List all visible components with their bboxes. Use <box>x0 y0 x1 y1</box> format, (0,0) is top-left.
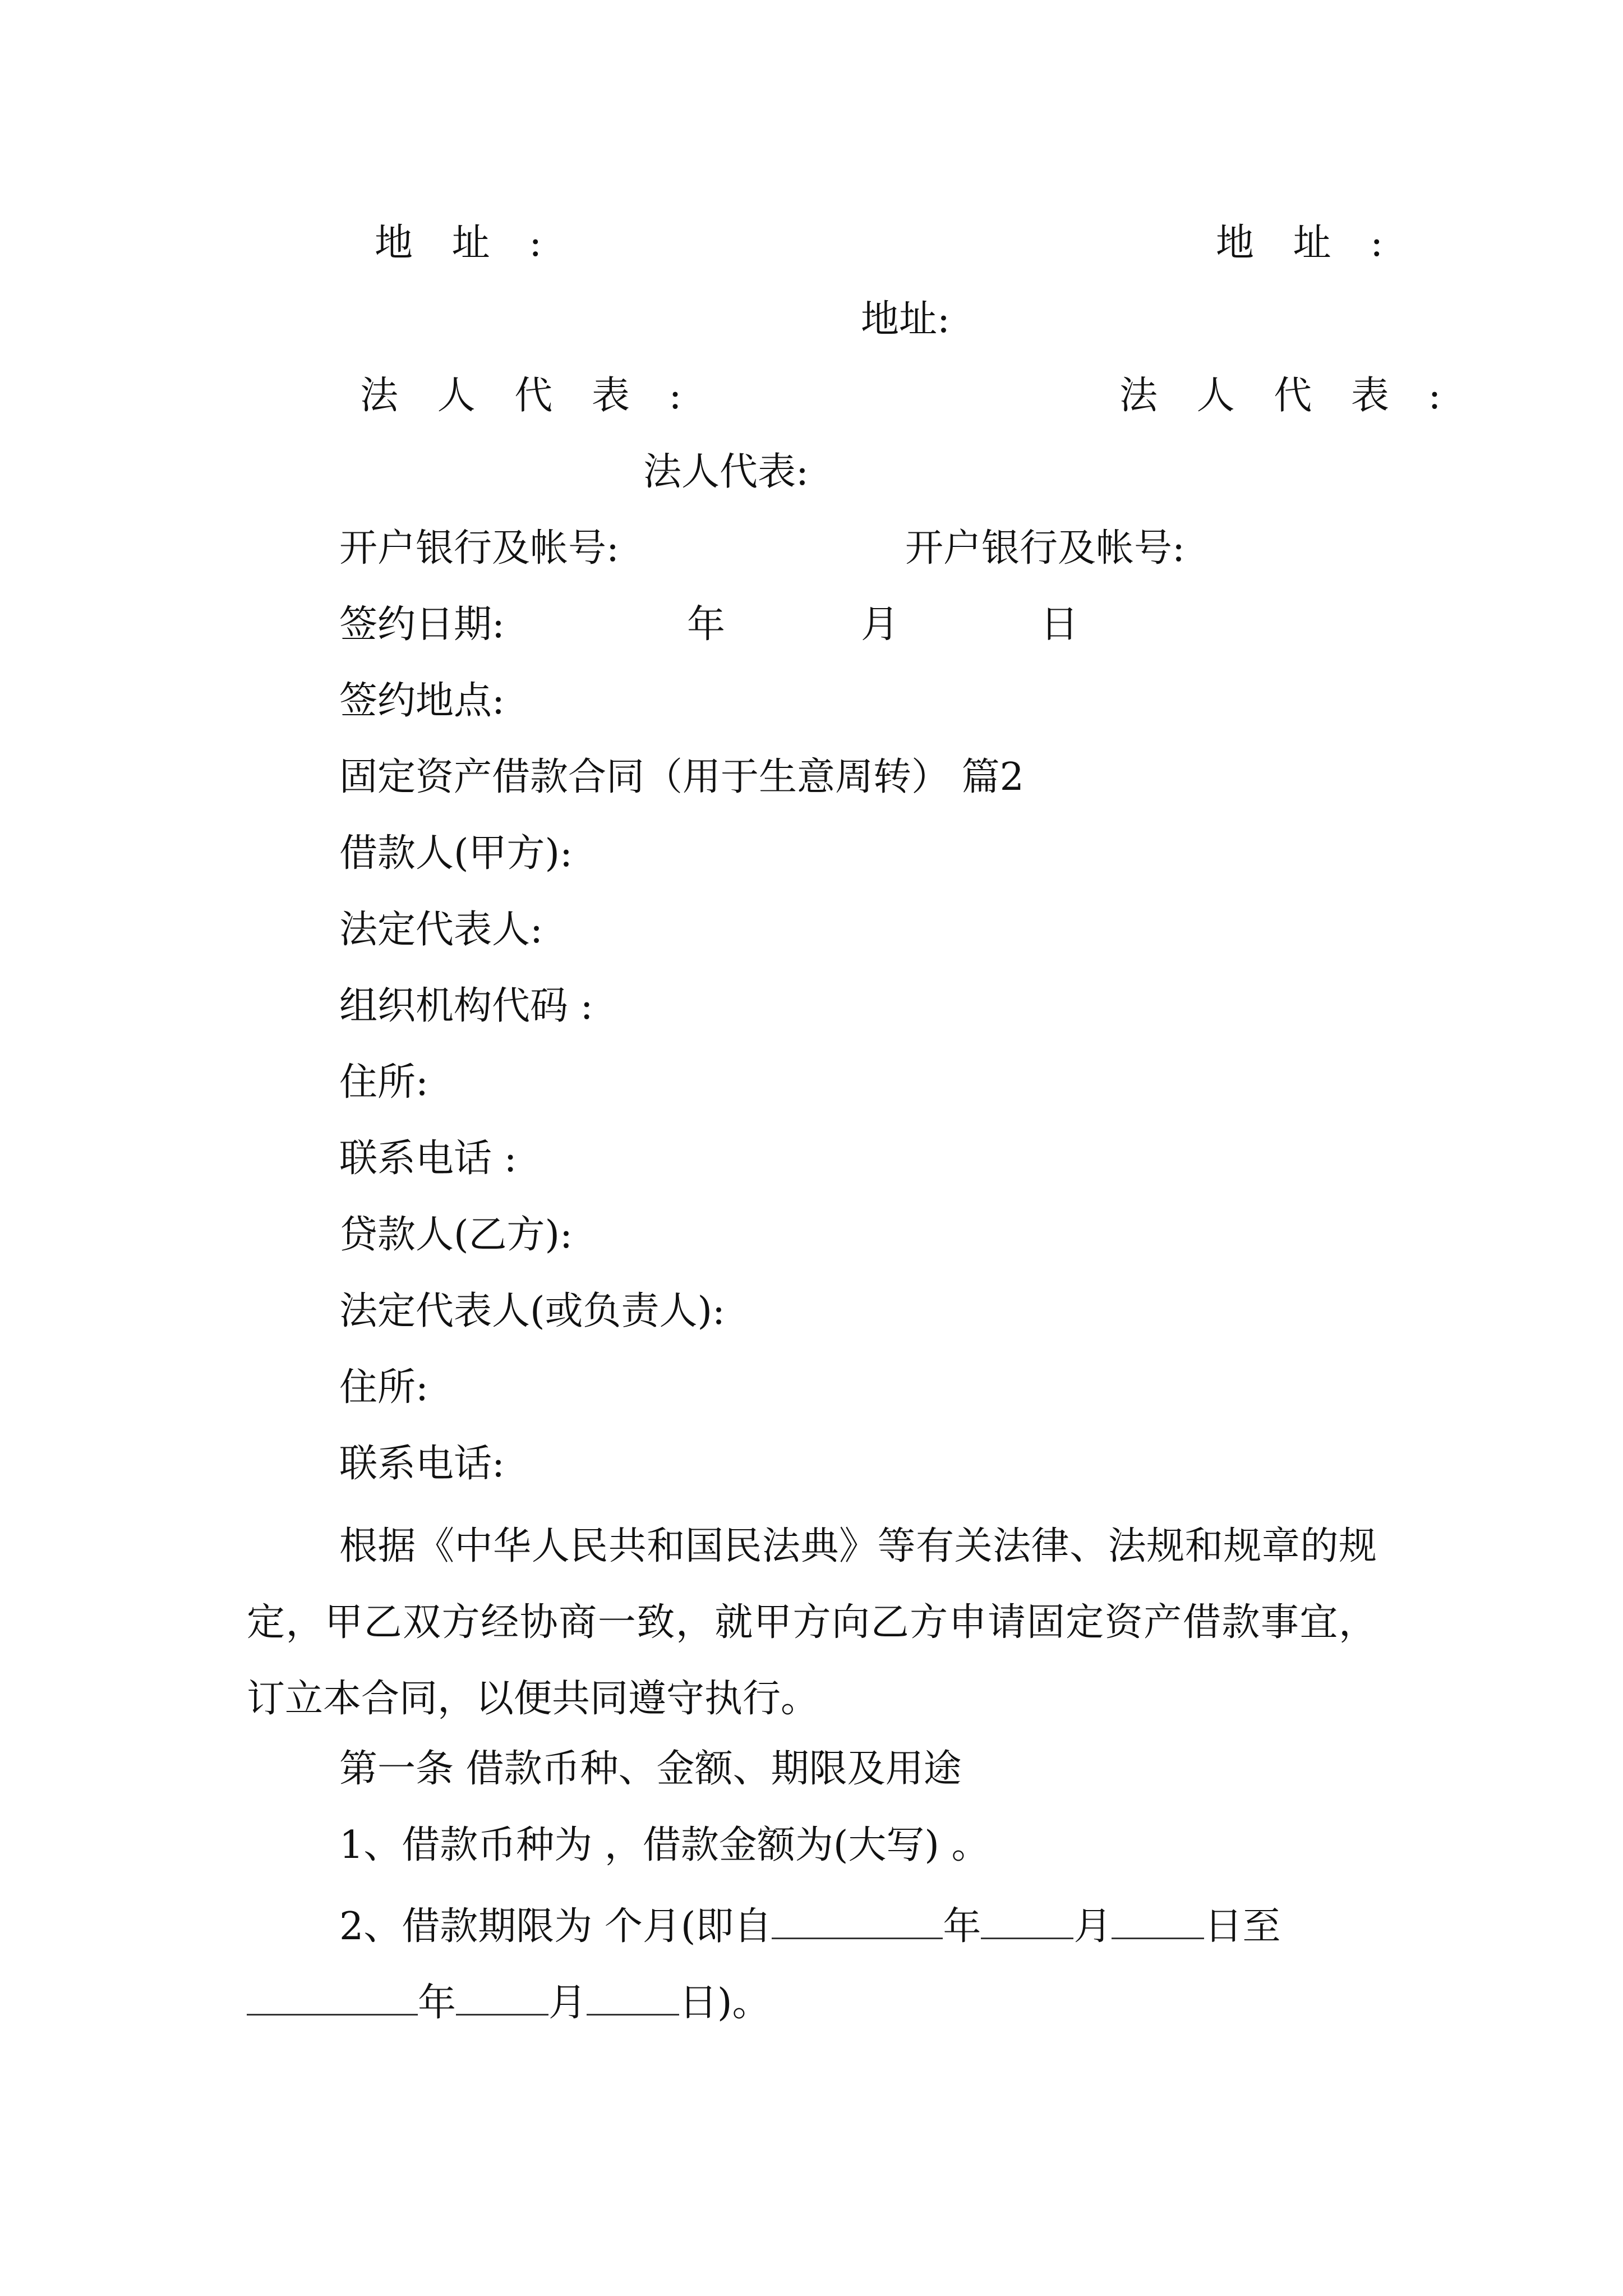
clause-2-line-2 <box>247 1979 771 2025</box>
party-b-legal-rep-label: 法 人 代 表 : <box>1119 374 1455 418</box>
clause-2-month-2: 月 <box>548 1981 587 2025</box>
fill-blank-start-month <box>981 1903 1073 1939</box>
sign-date-month: 月 <box>861 602 900 647</box>
guarantor-legal-rep-label: 法人代表: <box>643 450 809 494</box>
sign-date-day: 日 <box>1040 602 1079 647</box>
party-b-address-label: 地 址 : <box>1216 221 1397 265</box>
borrower-legal-rep-label: 法定代表人: <box>339 908 543 952</box>
sign-date-label: 签约日期: <box>339 602 505 647</box>
party-b-bank-label: 开户银行及帐号: <box>905 526 1185 570</box>
contract-title: 固定资产借款合同（用于生意周转） 篇2 <box>339 755 1024 799</box>
lender-legal-rep-label: 法定代表人(或负责人): <box>339 1289 725 1333</box>
lender-phone-label: 联系电话: <box>339 1442 505 1486</box>
borrower-label: 借款人(甲方): <box>339 831 573 876</box>
party-a-legal-rep-label: 法 人 代 表 : <box>360 374 695 418</box>
borrower-phone-label: 联系电话 : <box>339 1137 517 1181</box>
org-code-label: 组织机构代码 : <box>339 984 593 1028</box>
clause-2-year-2: 年 <box>418 1981 457 2025</box>
fill-blank-end-month <box>456 1979 548 2016</box>
clause-2-month-1: 月 <box>1073 1904 1112 1949</box>
sign-place-label: 签约地点: <box>339 679 505 723</box>
lender-label: 贷款人(乙方): <box>339 1213 573 1257</box>
preamble-paragraph: 根据《中华人民共和国民法典》等有关法律、法规和规章的规定，甲乙双方经协商一致，就甲方向乙方申请固定资产借款事宜，订立本合同，以便共同遵守执行。 <box>247 1524 1377 1721</box>
party-a-address-label: 地 址 : <box>375 221 556 265</box>
clause-2-line-1 <box>339 1903 1281 1949</box>
article-1-title: 第一条 借款币种、金额、期限及用途 <box>339 1747 962 1791</box>
clause-2-day-2: 日)。 <box>679 1981 771 2025</box>
clause-1: 1、借款币种为 ，借款金额为(大写) 。 <box>339 1823 990 1867</box>
fill-blank-start-day <box>1112 1903 1204 1939</box>
party-a-bank-label: 开户银行及帐号: <box>339 526 619 570</box>
clause-2-day-1: 日至 <box>1204 1904 1281 1949</box>
borrower-address-label: 住所: <box>339 1060 428 1105</box>
fill-blank-end-day <box>587 1979 679 2016</box>
fill-blank-start-year <box>772 1903 943 1939</box>
guarantor-address-label: 地址: <box>861 297 950 342</box>
sign-date-year: 年 <box>687 602 726 647</box>
lender-address-label: 住所: <box>339 1365 428 1410</box>
clause-2-prefix: 2、借款期限为 个月(即自 <box>339 1904 772 1949</box>
clause-2-year-1: 年 <box>943 1904 981 1949</box>
fill-blank-end-year <box>247 1979 418 2016</box>
